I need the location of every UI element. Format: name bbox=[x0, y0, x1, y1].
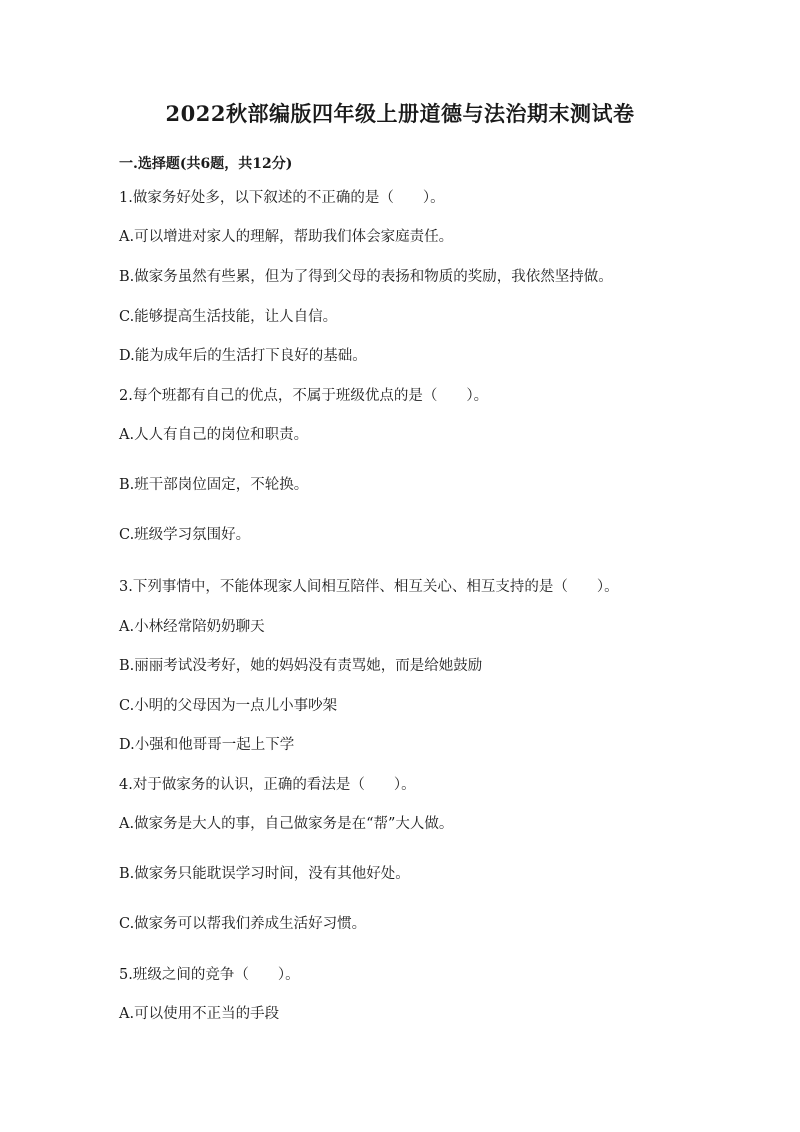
section-heading: 一.选择题(共6题，共12分) bbox=[119, 156, 293, 172]
question-2-stem: 2.每个班都有自己的优点，不属于班级优点的是（ ）。 bbox=[119, 388, 489, 404]
question-2-option-a: A.人人有自己的岗位和职责。 bbox=[119, 427, 309, 443]
question-4-option-b: B.做家务只能耽误学习时间，没有其他好处。 bbox=[119, 866, 410, 882]
document-title: 2022秋部编版四年级上册道德与法治期末测试卷 bbox=[165, 101, 635, 126]
question-1-option-b: B.做家务虽然有些累，但为了得到父母的表扬和物质的奖励，我依然坚持做。 bbox=[119, 269, 613, 285]
question-3-stem: 3.下列事情中，不能体现家人间相互陪伴、相互关心、相互支持的是（ ）。 bbox=[119, 579, 619, 595]
question-3-option-b: B.丽丽考试没考好，她的妈妈没有责骂她，而是给她鼓励 bbox=[119, 658, 483, 674]
question-4-stem: 4.对于做家务的认识，正确的看法是（ ）。 bbox=[119, 777, 416, 793]
question-4-option-a: A.做家务是大人的事，自己做家务是在“帮”大人做。 bbox=[119, 816, 454, 832]
question-4-option-c: C.做家务可以帮我们养成生活好习惯。 bbox=[119, 916, 367, 932]
question-5-stem: 5.班级之间的竞争（ ）。 bbox=[119, 967, 300, 983]
question-2-option-b: B.班干部岗位固定，不轮换。 bbox=[119, 477, 309, 493]
question-1-option-d: D.能为成年后的生活打下良好的基础。 bbox=[119, 348, 367, 364]
question-3-option-c: C.小明的父母因为一点儿小事吵架 bbox=[119, 698, 338, 714]
question-1-option-c: C.能够提高生活技能，让人自信。 bbox=[119, 309, 338, 325]
question-3-option-a: A.小林经常陪奶奶聊天 bbox=[119, 619, 265, 635]
question-1-option-a: A.可以增进对家人的理解，帮助我们体会家庭责任。 bbox=[119, 229, 454, 245]
question-5-option-a: A.可以使用不正当的手段 bbox=[119, 1006, 280, 1022]
question-3-option-d: D.小强和他哥哥一起上下学 bbox=[119, 737, 295, 753]
question-1-stem: 1.做家务好处多，以下叙述的不正确的是（ ）。 bbox=[119, 190, 445, 206]
question-2-option-c: C.班级学习氛围好。 bbox=[119, 527, 251, 543]
